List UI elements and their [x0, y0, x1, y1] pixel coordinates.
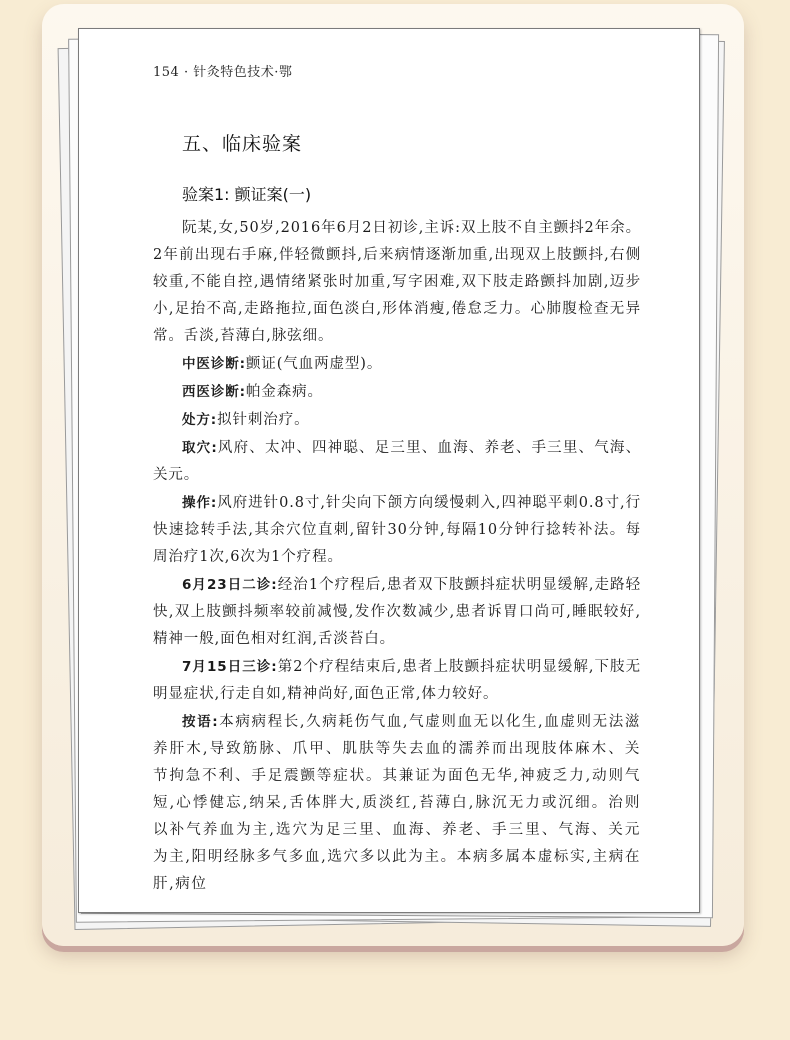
second-visit — [153, 572, 641, 653]
entry-text: 颤证(气血两虚型)。 — [245, 356, 383, 372]
prescription — [153, 407, 641, 434]
commentary — [153, 709, 641, 898]
case-title: 验案1: 颤证案(一) — [182, 185, 312, 204]
entry-text: 风府进针0.8寸,针尖向下颌方向缓慢刺入,四神聪平刺0.8寸,行快速捻转手法,其余穴位直刺,留针30分钟,每隔10分钟行捻转补法。每周治疗1次,6次为1个疗程。 — [153, 495, 641, 565]
entry-label: 7月15日三诊: — [182, 659, 278, 675]
entry-label: 按语: — [182, 714, 220, 730]
entry-label: 中医诊断: — [182, 356, 246, 372]
case-body — [153, 215, 641, 899]
third-visit — [153, 654, 641, 708]
diagnosis-tcm — [153, 351, 641, 378]
entry-label: 处方: — [182, 412, 218, 428]
entry-text: 风府、太冲、四神聪、足三里、血海、养老、手三里、气海、关元。 — [153, 440, 641, 483]
running-head: 154 · 针灸特色技术·鄂 — [153, 65, 293, 80]
entry-label: 操作: — [182, 495, 218, 511]
diagnosis-western — [153, 379, 641, 406]
entry-label: 6月23日二诊: — [182, 577, 278, 593]
entry-text: 帕金森病。 — [245, 384, 323, 400]
entry-text: 第2个疗程结束后,患者上肢颤抖症状明显缓解,下肢无明显症状,行走自如,精神尚好,面色正常,体力较好。 — [153, 659, 641, 702]
acupoints — [153, 435, 641, 489]
entry-label: 取穴: — [182, 440, 218, 456]
entry-text: 拟针刺治疗。 — [217, 412, 310, 428]
entry-text: 经治1个疗程后,患者双下肢颤抖症状明显缓解,走路轻快,双上肢颤抖频率较前减慢,发作次数减少,患者诉胃口尚可,睡眠较好,精神一般,面色相对红润,舌淡苔白。 — [153, 577, 641, 647]
case-intro-paragraph: 阮某,女,50岁,2016年6月2日初诊,主诉:双上肢不自主颤抖2年余。2年前出现右手麻,伴轻微颤抖,后来病情逐渐加重,出现双上肢颤抖,右侧较重,不能自控,遇情绪紧张时加重,写字困难,双下肢走路颤抖加剧,迈步小,足抬不高,走路拖拉,面色淡白,形体消瘦,倦怠乏力。心肺腹检查无异常。舌淡,苔薄白,脉弦细。 — [153, 220, 641, 344]
entry-label: 西医诊断: — [182, 384, 246, 400]
book-page — [78, 28, 700, 913]
entry-text: 本病病程长,久病耗伤气血,气虚则血无以化生,血虚则无法滋养肝木,导致筋脉、爪甲、肌肤等失去血的濡养而出现肢体麻木、关节拘急不利、手足震颤等症状。其兼证为面色无华,神疲乏力,动则气短,心悸健忘,纳呆,舌体胖大,质淡红,苔薄白,脉沉无力或沉细。治则以补气养血为主,选穴为足三里、血海、养老、手三里、气海、关元为主,阳明经脉多气多血,选穴多以此为主。本病多属本虚标实,主病在肝,病位 — [153, 714, 642, 892]
section-title: 五、临床验案 — [182, 133, 303, 155]
operation — [153, 490, 641, 571]
